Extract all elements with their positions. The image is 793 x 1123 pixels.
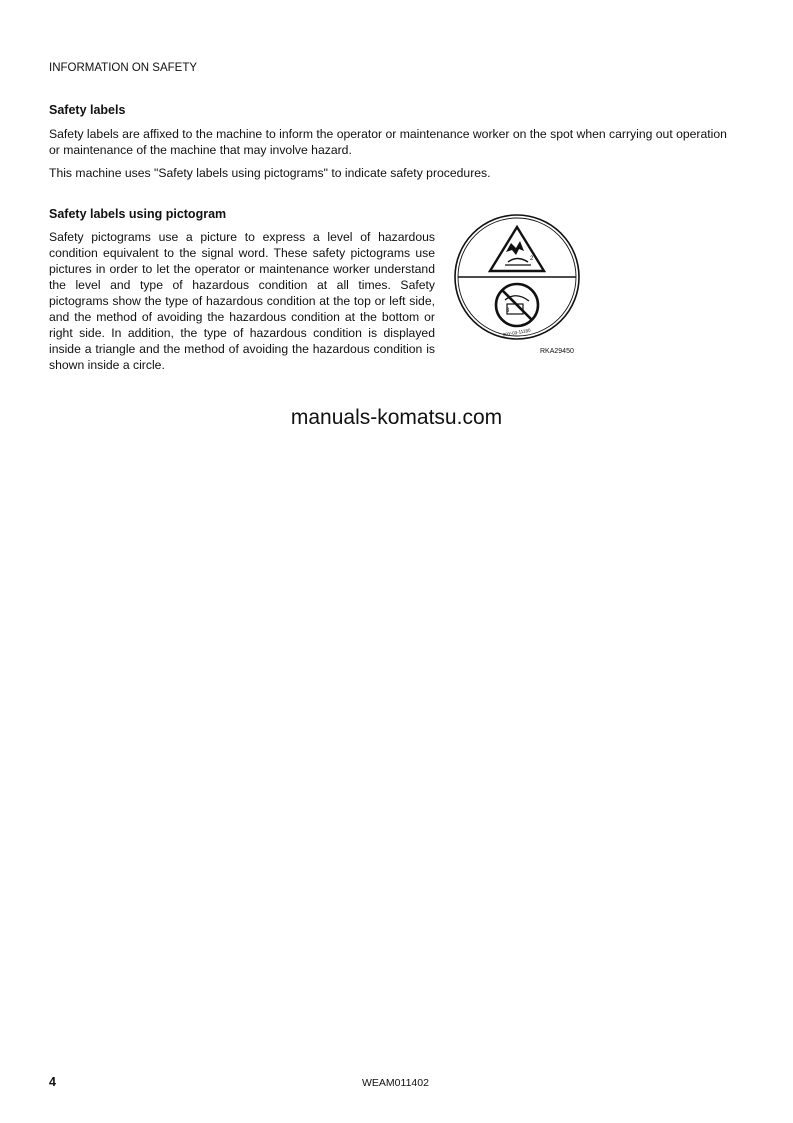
figure-id: RKA29450 xyxy=(540,348,574,355)
watermark: manuals-komatsu.com xyxy=(290,406,503,429)
page-number: 4 xyxy=(49,1075,56,1089)
svg-text:2: 2 xyxy=(530,256,534,262)
document-code: WEAM011402 xyxy=(362,1077,429,1089)
hazard-triangle-icon xyxy=(490,227,544,271)
pictogram-heading: Safety labels using pictogram xyxy=(49,207,227,221)
safety-pictogram-illustration xyxy=(450,208,588,356)
figure-part-number: 20Y-03-11180 xyxy=(502,327,531,338)
safety-labels-heading: Safety labels xyxy=(49,103,126,117)
safety-pictogram-figure xyxy=(450,208,588,356)
section-header: INFORMATION ON SAFETY xyxy=(49,62,198,74)
safety-labels-paragraph-1: Safety labels are affixed to the machine to inform the operator or maintenance worker on the spot when carrying out operation or maintenance of the machine that may involve hazard. xyxy=(49,127,727,157)
prohibition-circle-icon xyxy=(496,284,538,326)
svg-text:3: 3 xyxy=(506,308,510,314)
safety-labels-paragraph-2: This machine uses "Safety labels using pictograms" to indicate safety procedures. xyxy=(49,166,491,180)
pictogram-paragraph: Safety pictograms use a picture to express a level of hazardous condition equivalent to the signal word. These safety pictograms use pictures in order to let the operator or maintenance worker understand the level and type of hazardous condition at all times. Safety pictograms show the type of hazardous condition at the top or left side, and the method of avoiding the hazardous condition at the bottom or right side. In addition, the type of hazardous condition is displayed inside a triangle and the method of avoiding the hazardous condition is shown inside a circle. xyxy=(49,230,435,372)
